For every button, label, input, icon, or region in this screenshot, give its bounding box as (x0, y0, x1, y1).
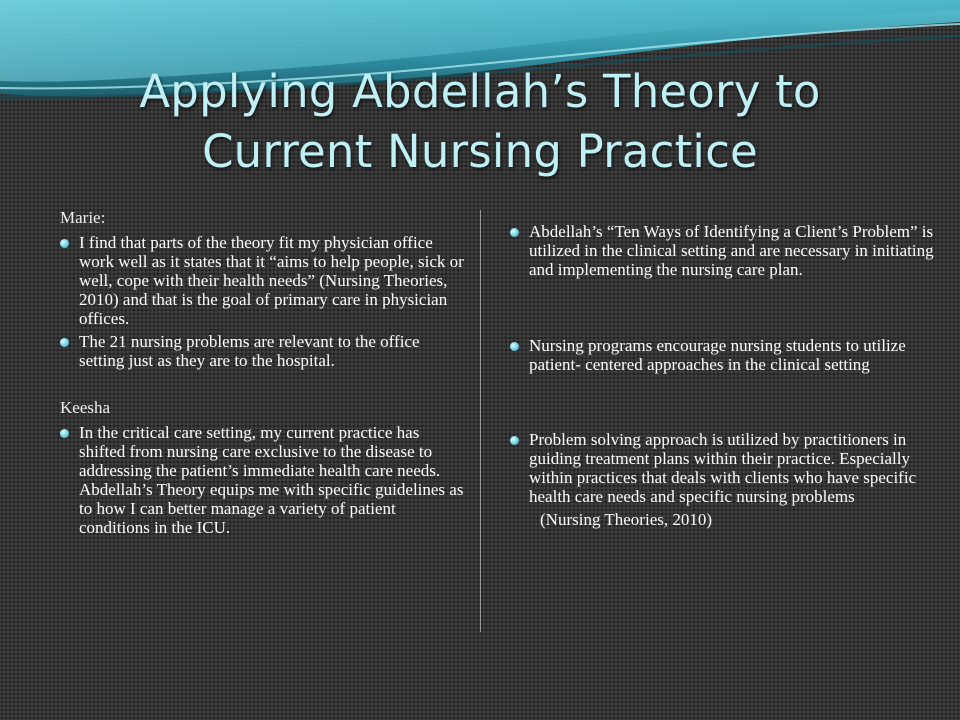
bullet-text: The 21 nursing problems are relevant to the office setting just as they are to the hospital. (79, 332, 420, 370)
bullet-text: In the critical care setting, my current practice has shifted from nursing care exclusive to the disease to addressing the patient’s immediate health care needs. Abdellah’s Theory equips me with specific guidelines as to how I can better manage a variety of patient conditions in the ICU. (79, 423, 464, 537)
bullet-dot-icon (510, 436, 519, 445)
title-line-1: Applying Abdellah’s Theory to (139, 65, 821, 118)
left-column (60, 208, 465, 541)
citation: (Nursing Theories, 2010) (540, 510, 713, 529)
bullet-item (510, 222, 935, 279)
bullet-item (510, 430, 935, 506)
bullet-dot-icon (510, 228, 519, 237)
column-divider (480, 210, 481, 632)
bullet-dot-icon (60, 239, 69, 248)
right-column (510, 222, 935, 529)
speaker-name-keesha: Keesha (60, 398, 111, 417)
bullet-dot-icon (510, 342, 519, 351)
slide-title (40, 62, 920, 182)
bullet-text: Abdellah’s “Ten Ways of Identifying a Client’s Problem” is utilized in the clinical setting and are necessary in initiating and implementing the nursing care plan. (529, 222, 934, 279)
bullet-item (60, 233, 465, 328)
bullet-item (60, 423, 465, 537)
bullet-dot-icon (60, 429, 69, 438)
bullet-item (60, 332, 465, 370)
bullet-text: Nursing programs encourage nursing students to utilize patient- centered approaches in the clinical setting (529, 336, 906, 374)
bullet-item (510, 336, 935, 374)
bullet-dot-icon (60, 338, 69, 347)
bullet-text: I find that parts of the theory fit my physician office work well as it states that it “aims to help people, sick or well, cope with their health needs” (Nursing Theories, 2010) and that is the goal of primary care in physician offices. (79, 233, 464, 328)
bullet-text: Problem solving approach is utilized by practitioners in guiding treatment plans within their practice. Especially within practices that deals with clients who have specific health care needs and specific nursing problems (529, 430, 917, 506)
title-line-2: Current Nursing Practice (202, 125, 758, 178)
speaker-name-marie: Marie: (60, 208, 106, 227)
